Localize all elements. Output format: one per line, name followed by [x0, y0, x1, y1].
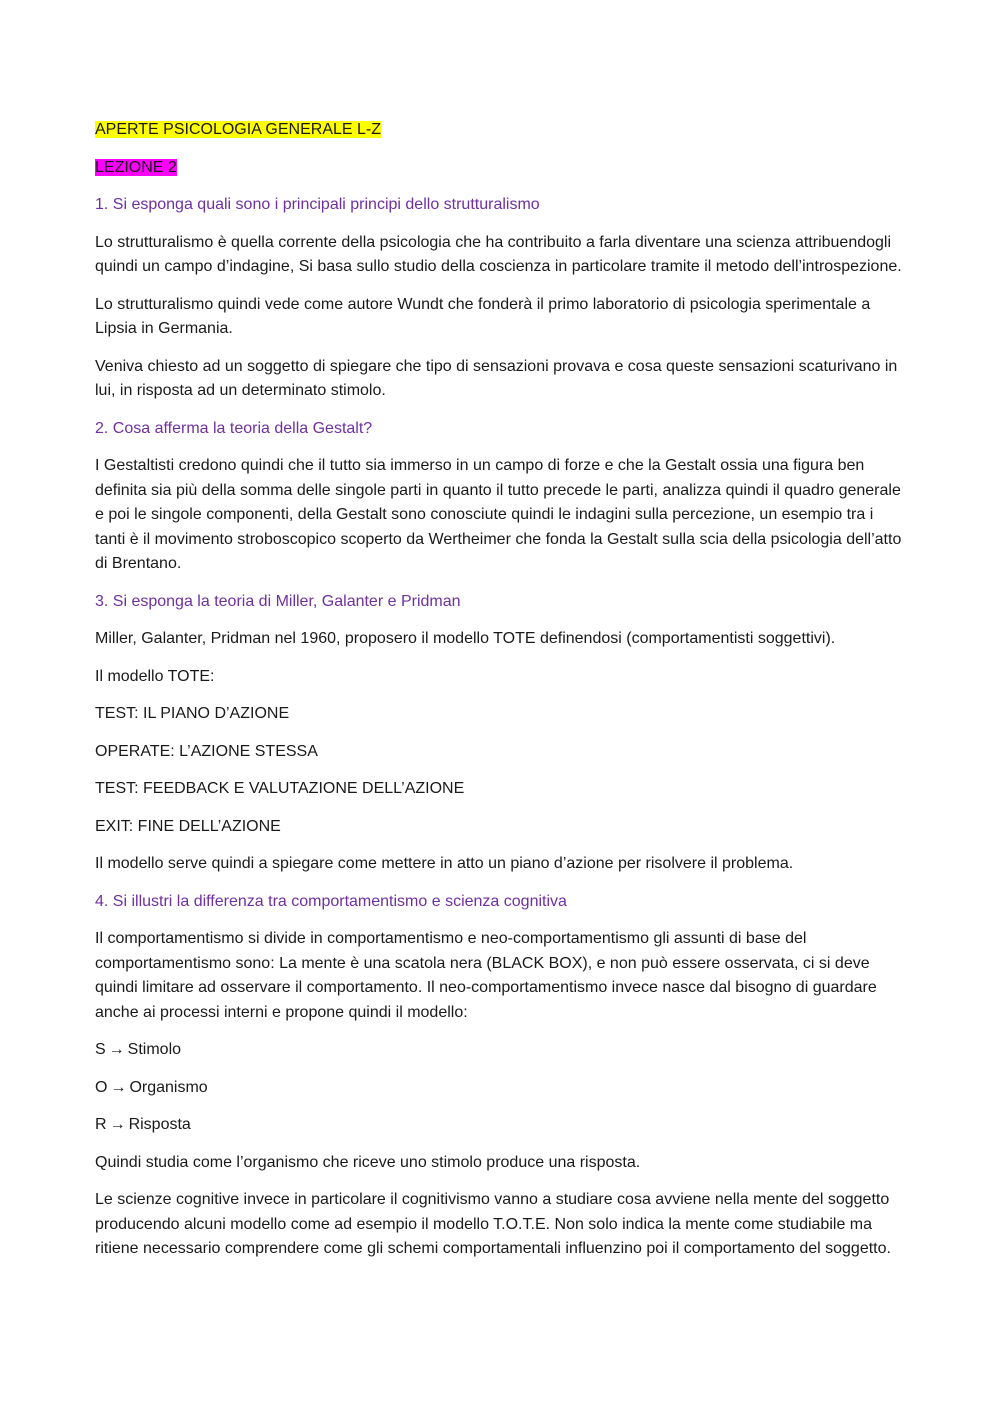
tote-model-label: Il modello TOTE: — [95, 667, 215, 685]
tote-item-test-feedback: TEST: FEEDBACK E VALUTAZIONE DELL’AZIONE — [95, 780, 465, 797]
document-page — [95, 118, 905, 1275]
sor-word: Risposta — [128, 1116, 191, 1133]
tote-item-operate: OPERATE: L’AZIONE STESSA — [95, 742, 318, 760]
question-3: 3. Si esponga la teoria di Miller, Galanter e Pridman — [95, 592, 461, 610]
question-1: 1. Si esponga quali sono i principali principi dello strutturalismo — [95, 196, 540, 213]
question-2: 2. Cosa afferma la teoria della Gestalt? — [95, 419, 373, 437]
answer-2-paragraph: I Gestaltisti credono quindi che il tutto sia immerso in un campo di forze e che la Gestalt ossia una figura ben definita sia più della somma delle singole parti in quanto il tutto precede le parti, analizza quindi il quadro generale e poi le singole componenti, della Gestalt sono conosciute quindi le indagini sulla percezione, un esempio tra i tanti è il movimento stroboscopico scoperto da Wertheimer che fonda la Gestalt sulla scia della psicologia dell’atto di Brentano. — [95, 457, 902, 572]
sor-letter: R — [95, 1116, 107, 1133]
lesson-label-text: LEZIONE 2 — [95, 158, 177, 176]
sor-item-organismo — [95, 1076, 905, 1101]
sor-word: Organismo — [129, 1078, 208, 1096]
right-arrow-icon: → — [110, 1078, 127, 1096]
answer-4-paragraph-3: Le scienze cognitive invece in particolare il cognitivismo vanno a studiare cosa avviene nella mente del soggetto producendo alcuni modello come ad esempio il modello T.O.T.E. Non solo indica la mente come studiabile ma ritiene necessario comprendere come gli schemi comportamentali influenzino poi il comportamento del soggetto. — [95, 1191, 891, 1257]
answer-1-paragraph-3: Veniva chiesto ad un soggetto di spiegare che tipo di sensazioni provava e cosa queste sensazioni scaturivano in lui, in risposta ad un determinato stimolo. — [95, 357, 898, 399]
sor-letter: S — [95, 1041, 106, 1058]
right-arrow-icon: → — [109, 1116, 126, 1133]
right-arrow-icon: → — [108, 1041, 125, 1058]
answer-1-paragraph-1: Lo strutturalismo è quella corrente della psicologia che ha contribuito a farla diventare una scienza attribuendogli quindi un campo d’indagine, Si basa sullo studio della coscienza in particolare tramite il metodo dell’introspezione. — [95, 233, 902, 275]
answer-4-paragraph-2: Quindi studia come l’organismo che riceve uno stimolo produce una risposta. — [95, 1153, 641, 1171]
sor-item-risposta — [95, 1113, 905, 1138]
sor-letter: O — [95, 1078, 108, 1096]
lesson-label — [95, 156, 905, 181]
answer-3-paragraph-2: Il modello serve quindi a spiegare come mettere in atto un piano d’azione per risolvere il problema. — [95, 855, 794, 872]
document-title — [95, 118, 905, 143]
answer-3-paragraph-1: Miller, Galanter, Pridman nel 1960, proposero il modello TOTE definendosi (comportamentisti soggettivi). — [95, 630, 836, 647]
document-title-text: APERTE PSICOLOGIA GENERALE L-Z — [95, 121, 382, 138]
tote-item-test: TEST: IL PIANO D’AZIONE — [95, 705, 290, 722]
sor-word: Stimolo — [127, 1041, 182, 1058]
tote-item-exit: EXIT: FINE DELL’AZIONE — [95, 817, 281, 835]
answer-1-paragraph-2: Lo strutturalismo quindi vede come autore Wundt che fonderà il primo laboratorio di psicologia sperimentale a Lipsia in Germania. — [95, 295, 871, 337]
answer-4-paragraph-1: Il comportamentismo si divide in comportamentismo e neo-comportamentismo gli assunti di base del comportamentismo sono: La mente è una scatola nera (BLACK BOX), e non può essere osservata, ci si deve quindi limitare ad osservare il comportamento. Il neo-comportamentismo invece nasce dal bisogno di guardare anche ai processi interni e propone quindi il modello: — [95, 930, 877, 1021]
sor-item-stimolo — [95, 1038, 905, 1063]
question-4: 4. Si illustri la differenza tra comportamentismo e scienza cognitiva — [95, 892, 567, 910]
